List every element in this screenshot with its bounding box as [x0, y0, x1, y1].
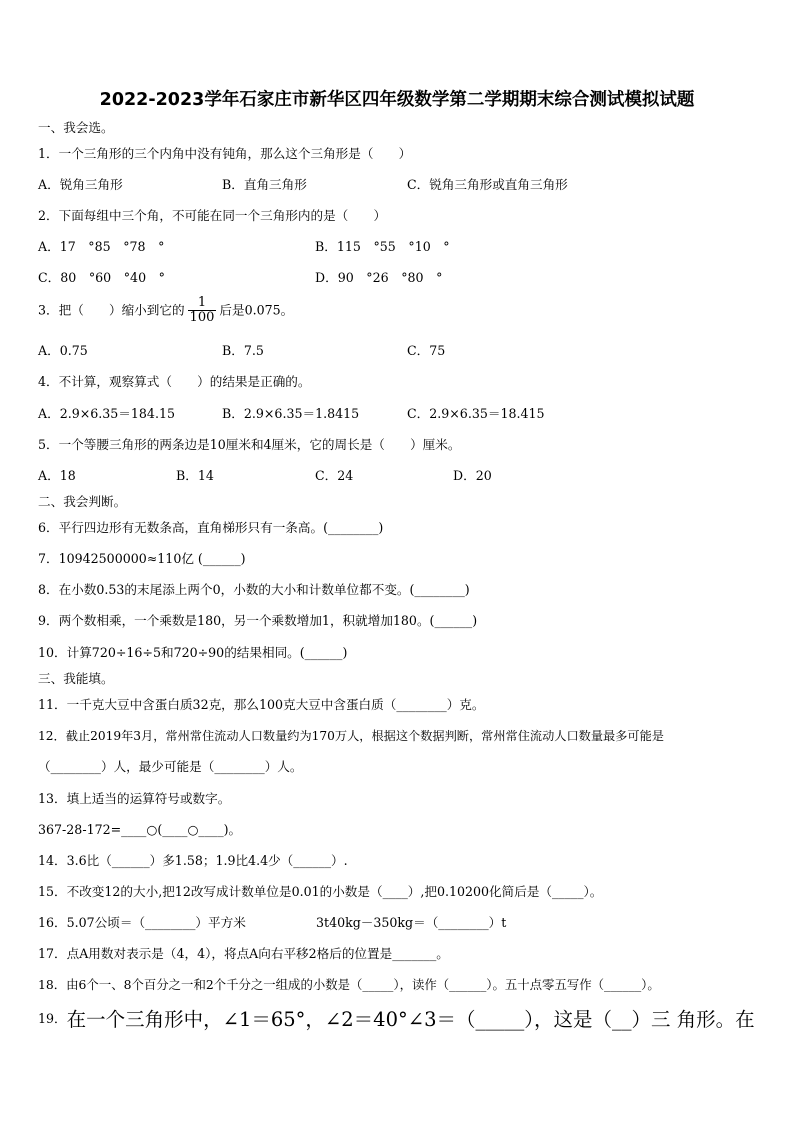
question-18: 18．由6个一、8个百分之一和2个千分之一组成的小数是（_____），读作（______）。五十点零五写作（______）。 [38, 977, 660, 992]
question-16-part-1: 16．5.07公顷＝（________）平方米 [38, 915, 246, 930]
question-11: 11．一千克大豆中含蛋白质32克，那么100克大豆中含蛋白质（________）克。 [38, 697, 485, 712]
q3-option-c: C．75 [407, 343, 446, 358]
section-heading-choice: 一、我会选。 [38, 120, 114, 135]
question-3 [38, 296, 293, 326]
q2-option-b: B．115 °55 °10 ° [315, 239, 450, 254]
q5-option-b: B．14 [176, 468, 214, 483]
question-5: 5．一个等腰三角形的两条边是10厘米和4厘米，它的周长是（ ）厘米。 [38, 437, 461, 452]
question-14: 14．3.6比（______）多1.58；1.9比4.4少（______）. [38, 853, 348, 868]
q5-option-a: A．18 [38, 468, 76, 483]
q2-option-a: A．17 °85 °78 ° [38, 239, 165, 254]
q2-option-d: D．90 °26 °80 ° [315, 270, 443, 285]
question-1: 1．一个三角形的三个内角中没有钝角，那么这个三角形是（ ） [38, 146, 412, 161]
question-6: 6．平行四边形有无数条高，直角梯形只有一条高。(________) [38, 520, 384, 535]
question-13: 13．填上适当的运算符号或数字。 [38, 791, 231, 806]
q4-option-b: B．2.9×6.35＝1.8415 [222, 406, 360, 421]
question-10: 10．计算720÷16÷5和720÷90的结果相同。(______) [38, 645, 348, 660]
question-8: 8．在小数0.53的末尾添上两个0，小数的大小和计数单位都不变。(________) [38, 582, 470, 597]
q3-option-b: B．7.5 [222, 343, 264, 358]
q1-option-b: B．直角三角形 [222, 177, 307, 192]
page-title: 2022-2023学年石家庄市新华区四年级数学第二学期期末综合测试模拟试题 [99, 90, 695, 110]
question-4: 4．不计算，观察算式（ ）的结果是正确的。 [38, 374, 311, 389]
q4-option-a: A．2.9×6.35＝184.15 [38, 406, 175, 421]
q1-option-c: C．锐角三角形或直角三角形 [407, 177, 568, 192]
fraction-numerator: 1 [197, 295, 207, 310]
q19-text: 在一个三角形中，∠1＝65°，∠2＝40°∠3＝（_____），这是（__）三 角形。在 [66, 1008, 755, 1031]
fraction-denominator: 100 [189, 310, 215, 326]
q2-option-c: C．80 °60 °40 ° [38, 270, 165, 285]
q3-text-post: 后是0.075。 [219, 302, 294, 318]
question-19 [38, 1010, 755, 1030]
question-12-line-1: 12．截止2019年3月，常州常住流动人口数量约为170万人，根据这个数据判断，常州常住流动人口数量最多可能是 [38, 729, 664, 743]
question-16-part-2: 3t40kg－350kg＝（________）t [316, 915, 507, 930]
q4-option-c: C．2.9×6.35＝18.415 [407, 406, 545, 421]
fraction [188, 296, 217, 326]
q19-number: 19． [38, 1011, 67, 1026]
q5-option-d: D．20 [453, 468, 492, 483]
question-12-line-2: （________）人，最少可能是（________）人。 [38, 759, 303, 774]
question-9: 9．两个数相乘，一个乘数是180，另一个乘数增加1，积就增加180。(______) [38, 613, 478, 628]
section-heading-fill: 三、我能填。 [38, 671, 114, 686]
section-heading-judge: 二、我会判断。 [38, 494, 127, 509]
q1-option-a: A．锐角三角形 [38, 177, 123, 192]
q3-text-pre: 3．把（ ）缩小到它的 [38, 302, 185, 318]
question-2: 2．下面每组中三个角，不可能在同一个三角形内的是（ ） [38, 208, 387, 223]
question-7: 7．10942500000≈110亿 (______) [38, 551, 246, 566]
question-17: 17．点A用数对表示是（4，4），将点A向右平移2格后的位置是_______。 [38, 946, 449, 961]
q5-option-c: C．24 [315, 468, 354, 483]
question-15: 15．不改变12的大小,把12改写成计数单位是0.01的小数是（____）,把0.10200化简后是（_____）。 [38, 884, 603, 899]
question-13-expression: 367-28-172=____○(____○____)。 [38, 822, 242, 837]
q3-option-a: A．0.75 [38, 343, 88, 358]
